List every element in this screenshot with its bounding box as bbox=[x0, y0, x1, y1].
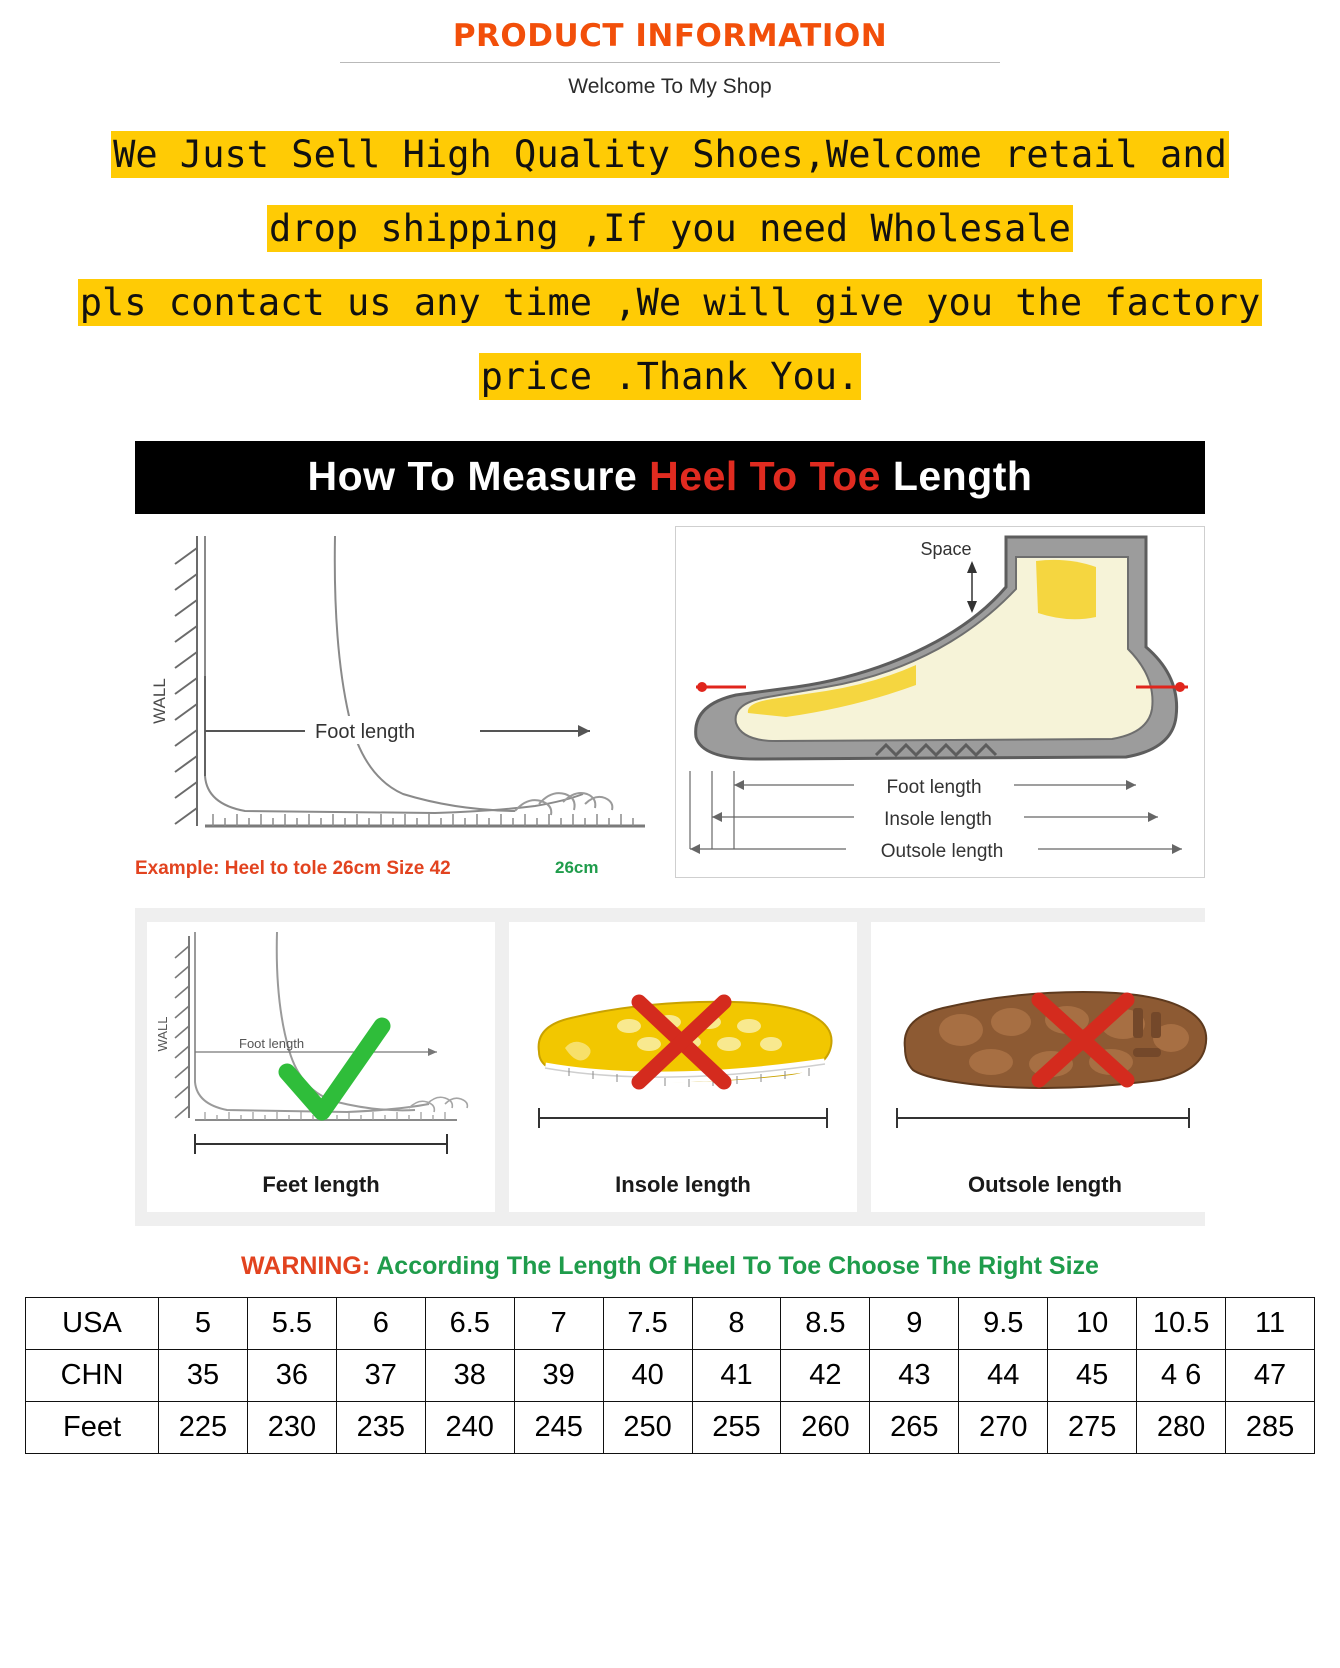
warning-word: WARNING: bbox=[241, 1251, 371, 1280]
cell-usa-8: 9 bbox=[870, 1297, 959, 1349]
promo-line-1: We Just Sell High Quality Shoes,Welcome retail and bbox=[113, 133, 1227, 176]
panel-outsole-length bbox=[871, 922, 1219, 1212]
cell-feet-8: 265 bbox=[870, 1401, 959, 1453]
cell-usa-10: 10 bbox=[1048, 1297, 1137, 1349]
table-row bbox=[26, 1297, 1315, 1349]
diagram-row bbox=[135, 526, 1205, 878]
cell-feet-12: 285 bbox=[1226, 1401, 1315, 1453]
cell-usa-1: 5.5 bbox=[247, 1297, 336, 1349]
cell-chn-10: 45 bbox=[1048, 1349, 1137, 1401]
svg-text:Foot length: Foot length bbox=[886, 776, 982, 798]
header-subtitle: Welcome To My Shop bbox=[568, 75, 772, 98]
measure-banner-part1: How To Measure bbox=[307, 452, 650, 499]
cell-usa-9: 9.5 bbox=[959, 1297, 1048, 1349]
svg-text:Foot length: Foot length bbox=[315, 720, 416, 743]
svg-text:Space: Space bbox=[920, 538, 972, 559]
promo-text bbox=[0, 125, 1340, 407]
foot-wall-diagram bbox=[135, 526, 665, 879]
warning-line bbox=[135, 1252, 1205, 1281]
cell-chn-9: 44 bbox=[959, 1349, 1048, 1401]
page-title: PRODUCT INFORMATION bbox=[452, 18, 888, 54]
panel-insole-length bbox=[509, 922, 857, 1212]
promo-line-3: pls contact us any time ,We will give you the factory bbox=[79, 280, 1261, 324]
cell-usa-11: 10.5 bbox=[1137, 1297, 1226, 1349]
row-label-chn: CHN bbox=[26, 1349, 159, 1401]
cell-chn-7: 42 bbox=[781, 1349, 870, 1401]
shoe-cross-section-svg bbox=[676, 527, 1204, 875]
cm-note: 26cm bbox=[555, 857, 599, 877]
cell-feet-5: 250 bbox=[603, 1401, 692, 1453]
example-panels bbox=[135, 908, 1205, 1226]
cell-usa-5: 7.5 bbox=[603, 1297, 692, 1349]
svg-text:Outsole length: Outsole length bbox=[880, 840, 1004, 862]
warning-text: According The Length Of Heel To Toe Choose The Right Size bbox=[376, 1251, 1099, 1280]
cell-feet-10: 275 bbox=[1048, 1401, 1137, 1453]
cell-chn-2: 37 bbox=[336, 1349, 425, 1401]
row-label-feet: Feet bbox=[26, 1401, 159, 1453]
size-chart-table bbox=[25, 1297, 1315, 1454]
cell-usa-3: 6.5 bbox=[425, 1297, 514, 1349]
cell-usa-2: 6 bbox=[336, 1297, 425, 1349]
cell-chn-0: 35 bbox=[159, 1349, 248, 1401]
feet-length-svg bbox=[147, 922, 495, 1172]
panel-caption-insole: Insole length bbox=[615, 1171, 751, 1197]
cell-chn-3: 38 bbox=[425, 1349, 514, 1401]
promo-line-2: drop shipping ,If you need Wholesale bbox=[269, 206, 1071, 250]
cell-feet-6: 255 bbox=[692, 1401, 781, 1453]
cell-usa-4: 7 bbox=[514, 1297, 603, 1349]
cell-feet-9: 270 bbox=[959, 1401, 1048, 1453]
svg-text:Foot length: Foot length bbox=[239, 1035, 305, 1051]
table-row bbox=[26, 1349, 1315, 1401]
cell-feet-3: 240 bbox=[425, 1401, 514, 1453]
cell-chn-6: 41 bbox=[692, 1349, 781, 1401]
cell-chn-12: 47 bbox=[1226, 1349, 1315, 1401]
panel-caption-feet: Feet length bbox=[262, 1171, 380, 1197]
svg-text:WALL: WALL bbox=[150, 677, 169, 724]
cell-chn-1: 36 bbox=[247, 1349, 336, 1401]
measure-banner-highlight: Heel To Toe bbox=[649, 452, 881, 499]
cell-feet-0: 225 bbox=[159, 1401, 248, 1453]
measure-banner bbox=[135, 441, 1205, 514]
cell-usa-7: 8.5 bbox=[781, 1297, 870, 1349]
cell-feet-2: 235 bbox=[336, 1401, 425, 1453]
panel-caption-outsole: Outsole length bbox=[968, 1171, 1122, 1197]
table-row bbox=[26, 1401, 1315, 1453]
cell-chn-5: 40 bbox=[603, 1349, 692, 1401]
cell-feet-1: 230 bbox=[247, 1401, 336, 1453]
cell-chn-11: 4 6 bbox=[1137, 1349, 1226, 1401]
panel-feet-length bbox=[147, 922, 495, 1212]
svg-text:WALL: WALL bbox=[155, 1016, 170, 1052]
cell-chn-8: 43 bbox=[870, 1349, 959, 1401]
promo-line-4: price .Thank You. bbox=[480, 354, 860, 398]
cell-chn-4: 39 bbox=[514, 1349, 603, 1401]
cell-feet-4: 245 bbox=[514, 1401, 603, 1453]
cell-feet-7: 260 bbox=[781, 1401, 870, 1453]
measure-section bbox=[135, 441, 1205, 1281]
shoe-cross-section-diagram bbox=[675, 526, 1205, 878]
example-note: Example: Heel to tole 26cm Size 42 bbox=[135, 857, 451, 879]
cell-feet-11: 280 bbox=[1137, 1401, 1226, 1453]
cell-usa-6: 8 bbox=[692, 1297, 781, 1349]
svg-text:Insole length: Insole length bbox=[884, 808, 992, 830]
foot-wall-svg bbox=[135, 526, 665, 876]
header-divider bbox=[340, 62, 1000, 63]
measure-banner-part2: Length bbox=[880, 452, 1033, 499]
insole-length-svg bbox=[509, 922, 857, 1172]
cell-usa-12: 11 bbox=[1226, 1297, 1315, 1349]
outsole-length-svg bbox=[871, 922, 1219, 1172]
row-label-usa: USA bbox=[26, 1297, 159, 1349]
cell-usa-0: 5 bbox=[159, 1297, 248, 1349]
